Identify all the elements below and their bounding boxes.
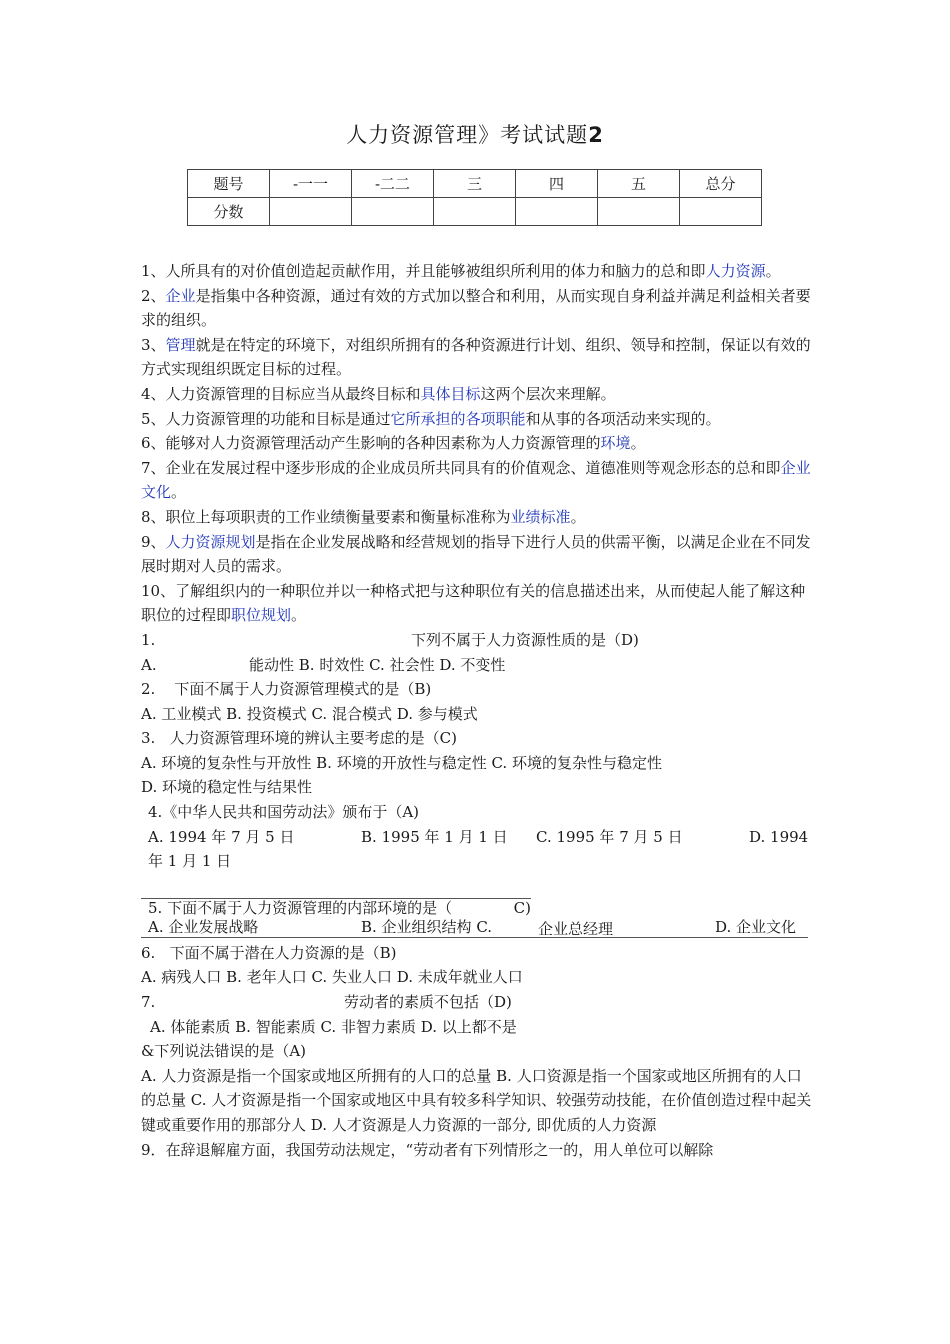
option-text: C. 1995 年 7 月 5 日 <box>536 827 683 846</box>
mc-options: A. 病残人口 B. 老年人口 C. 失业人口 D. 未成年就业人口 <box>141 968 523 987</box>
item-text: 7、企业在发展过程中逐步形成的企业成员所共同具有的价值观念、道德准则等观念形态的总和即 <box>141 458 781 477</box>
item-text: 2、 <box>141 286 166 305</box>
option-text: D. 1994 <box>749 827 809 846</box>
question-body <box>141 259 813 1162</box>
mc-options <box>141 825 813 850</box>
fill-blank-item <box>141 431 813 456</box>
mc-question <box>141 898 531 917</box>
score-cell <box>679 198 761 226</box>
fill-blank-item <box>141 530 813 579</box>
item-text: 4、人力资源管理的目标应当从最终目标和 <box>141 384 421 403</box>
header-cell: -一一 <box>270 170 352 198</box>
mc-options: A. 人力资源是指一个国家或地区所拥有的人口的总量 B. 人口资源是指一个国家或地区所拥有的人口的总量 C. 人才资源是指一个国家或地区中具有较多科学知识、较强劳动技能，在价值创造过程中起关键或重要作用的那部分人 D. 人才资源是人力资源的一部分, 即优质的人力资源 <box>141 1066 812 1134</box>
item-text: 。 <box>630 434 646 453</box>
item-text: 。 <box>570 507 586 526</box>
question-text: 5. 下面不属于人力资源管理的内部环境的是（ <box>148 898 453 917</box>
mc-options: 年 1 月 1 日 <box>148 852 232 871</box>
header-cell: 五 <box>597 170 679 198</box>
question-number: 1. <box>141 630 156 649</box>
score-cell <box>597 198 679 226</box>
answer-text: 管理 <box>165 335 196 354</box>
item-text: 1、人所具有的对价值创造起贡献作用，并且能够被组织所利用的体力和脑力的总和即 <box>141 262 706 280</box>
score-cell <box>351 198 433 226</box>
option-label: A. <box>141 655 157 674</box>
score-cell <box>515 198 597 226</box>
answer-text: C) <box>513 898 531 917</box>
header-cell: 总分 <box>679 170 761 198</box>
mc-options: A. 环境的复杂性与开放性 B. 环境的开放性与稳定性 C. 环境的复杂性与稳定性 <box>141 753 662 772</box>
option-text: B. 1995 年 1 月 1 日 <box>361 827 508 846</box>
mc-options <box>141 917 808 938</box>
mc-question: 3. 人力资源管理环境的辨认主要考虑的是（C) <box>141 729 457 748</box>
item-text: 。 <box>765 262 781 280</box>
option-text: D. 企业文化 <box>715 917 797 936</box>
mc-question: &下列说法错误的是（A) <box>141 1042 307 1061</box>
item-text: 10、了解组织内的一种职位并以一种格式把与这种职位有关的信息描述出来，从而使起人能了解这种职位的过程即 <box>141 581 806 625</box>
answer-text: 企业 <box>165 286 196 305</box>
answer-text: 业绩标准 <box>510 507 571 526</box>
header-cell: 四 <box>515 170 597 198</box>
mc-options: A. 工业模式 B. 投资模式 C. 混合模式 D. 参与模式 <box>141 704 478 723</box>
answer-text: 具体目标 <box>420 384 481 403</box>
score-cell <box>270 198 352 226</box>
header-cell: 三 <box>433 170 515 198</box>
answer-text: 人力资源规划 <box>165 532 256 551</box>
item-text: 是指在企业发展战略和经营规划的指导下进行人员的供需平衡，以满足企业在不同发展时期对人员的需求。 <box>141 532 811 576</box>
fill-blank-item <box>141 456 813 505</box>
score-table-score-row <box>188 198 762 226</box>
mc-question: 2. 下面不属于人力资源管理模式的是（B) <box>141 680 432 699</box>
fill-blank-item <box>141 579 813 628</box>
mc-options: D. 环境的稳定性与结果性 <box>141 778 313 797</box>
answer-text: 企业文化 <box>141 458 811 502</box>
question-text: 下列不属于人力资源性质的是（D) <box>411 630 639 649</box>
item-text: 5、人力资源管理的功能和目标是通过 <box>141 409 391 428</box>
score-table-header-row <box>188 170 762 198</box>
answer-text: 它所承担的各项职能 <box>390 409 526 428</box>
option-text: 能动性 B. 时效性 C. 社会性 D. 不变性 <box>249 655 506 674</box>
item-text: 这两个层次来理解。 <box>480 384 616 403</box>
mc-question: 9．在辞退解雇方面，我国劳动法规定，“劳动者有下列情形之一的，用人单位可以解除 <box>141 1140 714 1159</box>
mc-question: 4.《中华人民共和国劳动法》颁布于（A) <box>148 803 419 822</box>
answer-text: 环境 <box>600 434 631 453</box>
fill-blank-item <box>141 259 813 284</box>
mc-options: A. 体能素质 B. 智能素质 C. 非智力素质 D. 以上都不是 <box>150 1017 517 1036</box>
title-text: 人力资源管理》考试试题 <box>346 123 589 147</box>
item-text: 。 <box>171 483 187 502</box>
score-cell <box>433 198 515 226</box>
spacer <box>141 874 813 898</box>
mc-question <box>141 990 813 1015</box>
mc-question: 6. 下面不属于潜在人力资源的是（B) <box>141 943 397 962</box>
fill-blank-item <box>141 333 813 382</box>
mc-question <box>141 628 813 653</box>
option-text: A. 企业发展战略 <box>148 917 259 936</box>
item-text: 8、职位上每项职责的工作业绩衡量要素和衡量标准称为 <box>141 507 511 526</box>
question-number: 7. <box>141 993 156 1012</box>
title-number: 2 <box>588 123 604 147</box>
fill-blank-item <box>141 505 813 530</box>
item-text: 9、 <box>141 532 166 551</box>
header-cell: -二二 <box>351 170 433 198</box>
item-text: 3、 <box>141 335 166 354</box>
header-cell: 题号 <box>188 170 270 198</box>
option-text: 企业总经理 <box>538 919 614 938</box>
mc-options <box>141 653 813 678</box>
item-text: 。 <box>291 606 307 625</box>
fill-blank-item <box>141 284 813 333</box>
option-text: A. 1994 年 7 月 5 日 <box>148 827 295 846</box>
question-text: 劳动者的素质不包括（D) <box>344 993 512 1012</box>
fill-blank-item <box>141 407 813 432</box>
fill-blank-item <box>141 382 813 407</box>
row-label-cell: 分数 <box>188 198 270 226</box>
document-title <box>0 119 950 149</box>
score-table <box>187 169 762 226</box>
item-text: 6、能够对人力资源管理活动产生影响的各种因素称为人力资源管理的 <box>141 434 601 453</box>
item-text: 就是在特定的环境下，对组织所拥有的各种资源进行计划、组织、领导和控制，保证以有效的方式实现组织既定目标的过程。 <box>141 335 811 379</box>
option-text: B. 企业组织结构 C. <box>361 917 493 936</box>
item-text: 和从事的各项活动来实现的。 <box>525 409 721 428</box>
item-text: 是指集中各种资源，通过有效的方式加以整合和利用，从而实现自身利益并满足利益相关者要求的组织。 <box>141 286 811 330</box>
answer-text: 职位规划 <box>231 606 292 625</box>
answer-text: 人力资源 <box>705 262 766 280</box>
